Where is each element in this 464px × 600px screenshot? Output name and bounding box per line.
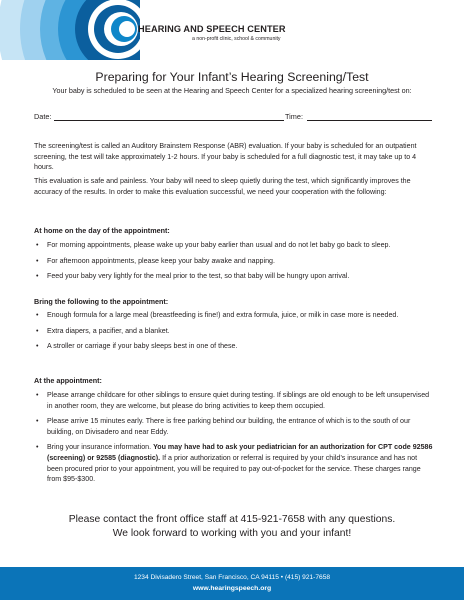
time-label: Time: [285, 112, 303, 121]
list-item-text: For afternoon appointments, please keep your baby awake and napping. [47, 256, 275, 265]
abr-paragraph: The screening/test is called an Auditory Brainstem Response (ABR) evaluation. If your baby is scheduled for an outpatient screening, the test will take approximately 1-2 hours. If your baby is scheduled for a full diagnostic test, it may take up to 4 hours. [34, 142, 417, 172]
list-item [34, 310, 434, 321]
closing-message [0, 513, 464, 541]
appointment-list [34, 390, 434, 490]
list-item [34, 326, 434, 337]
bullet-icon: • [36, 311, 39, 319]
list-item [34, 390, 434, 411]
list-item-text: For morning appointments, please wake up your baby earlier than usual and do not let baby go back to sleep. [47, 241, 391, 249]
page-title: Preparing for Your Infant’s Hearing Screening/Test [95, 70, 369, 84]
list-item [34, 341, 434, 352]
bullet-icon: • [36, 241, 39, 249]
bullet-icon: • [36, 443, 39, 452]
intro-text: Your baby is scheduled to be seen at the Hearing and Speech Center for a specialized hearing screening/test on: [52, 86, 412, 95]
list-item-text: Feed your baby very lightly for the meal prior to the test, so that baby will be hungry upon arrival. [47, 272, 350, 281]
date-label: Date: [34, 112, 52, 121]
insurance-text-intro: Bring your insurance information. [47, 443, 154, 452]
list-item-text: Please arrange childcare for other siblings to ensure quiet during testing. If siblings are old enough to be left unsupervised in another room, they are welcome, but please do bring activities to keep them occupied. [47, 391, 430, 410]
time-field[interactable] [307, 120, 432, 121]
safety-paragraph: This evaluation is safe and painless. Your baby will need to sleep quietly during the test, which significantly improves the accuracy of the results. In order to make this evaluation successful, we need your cooperation with the following: [34, 177, 411, 196]
bullet-icon: • [36, 342, 39, 351]
closing-line-thanks: We look forward to working with you and your infant! [112, 528, 352, 539]
bullet-icon: • [36, 256, 39, 265]
list-item-text: Please arrive 15 minutes early. There is free parking behind our building, the entrance of which is to the south of our building, on Divisadero and near Eddy. [47, 417, 411, 436]
logo-c-arcs-icon [0, 0, 140, 62]
letterhead [0, 0, 464, 62]
section-heading-appointment: At the appointment: [34, 376, 102, 385]
list-item-text: A stroller or carriage if your baby sleeps best in one of these. [47, 342, 238, 351]
bullet-icon: • [36, 326, 39, 335]
list-item-text: Enough formula for a large meal (breastfeeding is fine!) and extra formula, juice, or milk in case more is needed. [47, 311, 399, 319]
insurance-text [47, 443, 432, 483]
org-tagline: a non-profit clinic, school & community [192, 36, 281, 42]
closing-line-contact: Please contact the front office staff at 415-921-7658 with any questions. [68, 514, 396, 525]
insurance-text-rest: If a prior authorization or referral is required by your child’s insurance and has not been procured prior to your appointment, you will be required to pay out-of-pocket for the service. These charges range from $95-$300. [47, 453, 421, 484]
section-heading-home: At home on the day of the appointment: [34, 226, 170, 235]
org-name: HEARING AND SPEECH CENTER [138, 24, 286, 34]
list-item [34, 256, 434, 267]
footer-bar [0, 567, 464, 600]
bullet-icon: • [36, 272, 39, 281]
list-item [34, 416, 434, 437]
section-heading-bring: Bring the following to the appointment: [34, 297, 169, 306]
list-item [34, 240, 434, 251]
home-list [34, 240, 434, 287]
bring-list [34, 310, 434, 357]
date-field[interactable] [54, 120, 284, 121]
list-item [34, 271, 434, 282]
bullet-icon: • [36, 417, 39, 426]
list-item-text: Extra diapers, a pacifier, and a blanket. [47, 326, 170, 335]
footer-address: 1234 Divisadero Street, San Francisco, CA 94115 • (415) 921-7658 [133, 574, 331, 581]
footer-website-link[interactable]: www.hearingspeech.org [192, 585, 272, 592]
bullet-icon: • [36, 391, 39, 399]
list-item [34, 442, 434, 484]
insurance-text-bold: You may have had to ask your pediatrician for an authorization for CPT code 92586 (screening) or 92585 (diagnostic). [47, 443, 433, 462]
